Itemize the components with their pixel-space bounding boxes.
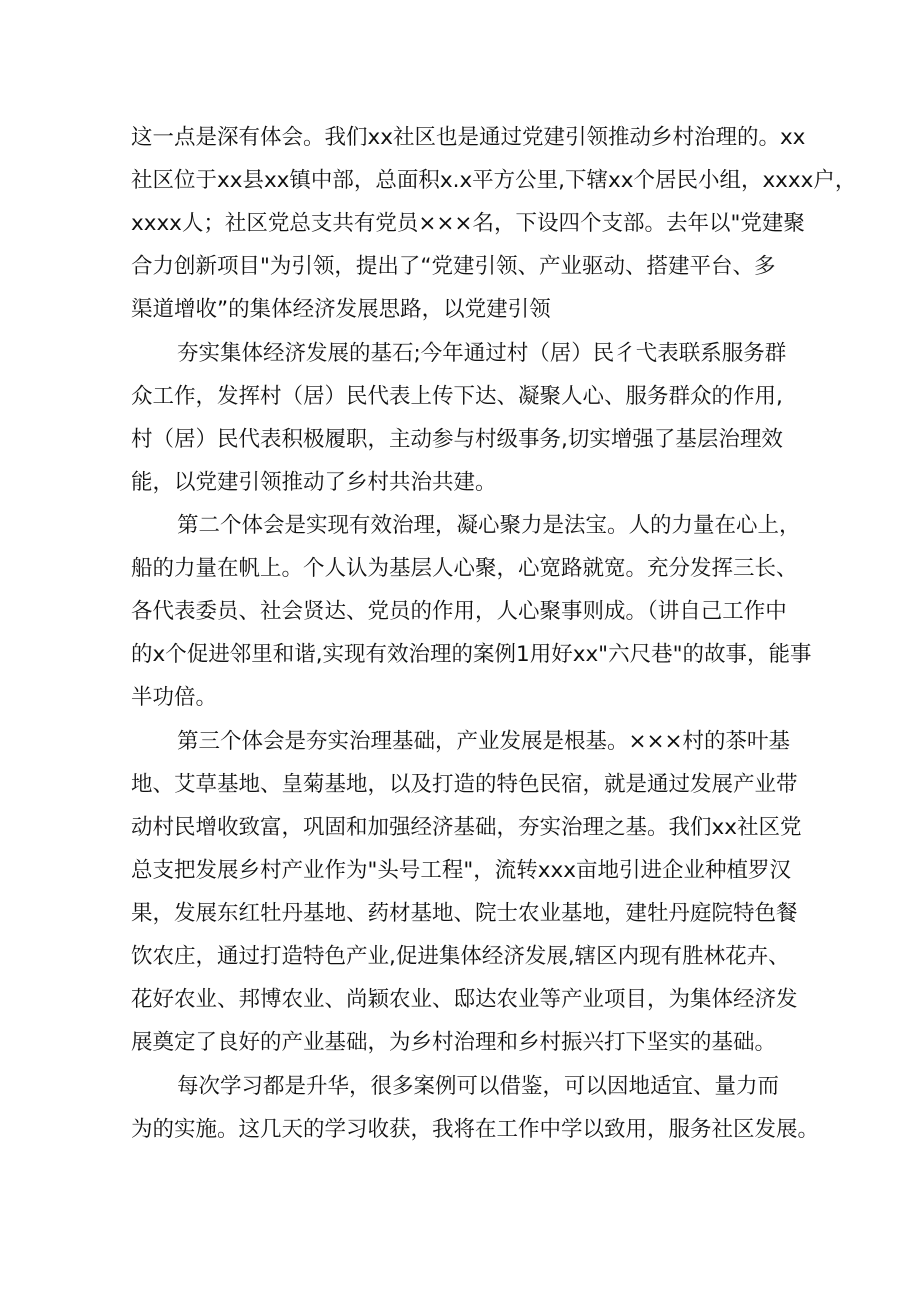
text-line: 渠道增收”的集体经济发展思路，以党建引领 xyxy=(131,297,551,322)
text-line: 的x个促进邻里和谐,实现有效治理的案例1用好xx"六尺巷"的故事，能事 xyxy=(131,642,812,667)
text-line: 每次学习都是升华，很多案例可以借鉴，可以因地适宜、量力而 xyxy=(177,1074,780,1099)
text-line: 这一点是深有体会。我们xx社区也是通过党建引领推动乡村治理的。xx xyxy=(131,125,806,150)
text-line: 第三个体会是夯实治理基础，产业发展是根基。×××村的茶叶基 xyxy=(177,729,791,754)
text-line: 各代表委员、社会贤达、党员的作用，人心聚事则成。（讲自己工作中 xyxy=(131,599,787,624)
text-line: 村（居）民代表积极履职，主动参与村级事务,切实增强了基层治理效 xyxy=(131,427,783,452)
text-line: 展奠定了良好的产业基础，为乡村治理和乡村振兴打下坚实的基础。 xyxy=(131,1030,777,1055)
text-line: 社区位于xx县xx镇中部，总面积x.x平方公里,下辖xx个居民小组，xxxx户， xyxy=(131,168,857,193)
text-line: 众工作，发挥村（居）民代表上传下达、凝聚人心、服务群众的作用, xyxy=(131,384,783,409)
text-line: 为的实施。这几天的学习收获，我将在工作中学以致用，服务社区发展。 xyxy=(131,1117,820,1142)
text-line: 夯实集体经济发展的基石;今年通过村（居）民彳弋表联系服务群 xyxy=(177,341,787,366)
text-line: 第二个体会是实现有效治理，凝心聚力是法宝。人的力量在心上， xyxy=(177,513,801,538)
text-line: 合力创新项目"为引领，提出了“党建引领、产业驱动、搭建平台、多 xyxy=(131,254,776,279)
text-line: xxxx人；社区党总支共有党员×××名，下设四个支部。去年以"党建聚 xyxy=(131,211,805,236)
text-line: 花好农业、邦博农业、尚颖农业、邸达农业等产业项目，为集体经济发 xyxy=(131,987,798,1012)
text-line: 能，以党建引领推动了乡村共治共建。 xyxy=(131,470,497,495)
text-line: 船的力量在帆上。个人认为基层人心聚，心宽路就宽。充分发挥三长、 xyxy=(131,556,798,581)
text-line: 地、艾草基地、皇菊基地，以及打造的特色民宿，就是通过发展产业带 xyxy=(131,772,798,797)
text-line: 半功倍。 xyxy=(131,685,218,710)
text-line: 动村民增收致富，巩固和加强经济基础，夯实治理之基。我们xx社区党 xyxy=(131,815,802,840)
text-line: 总支把发展乡村产业作为"头号工程"，流转xxx亩地引进企业种植罗汉 xyxy=(131,858,791,883)
text-line: 果，发展东红牡丹基地、药材基地、院士农业基地，建牡丹庭院特色餐 xyxy=(131,901,798,926)
text-line: 饮农庄，通过打造特色产业,促进集体经济发展,辖区内现有胜林花卉、 xyxy=(131,944,790,969)
